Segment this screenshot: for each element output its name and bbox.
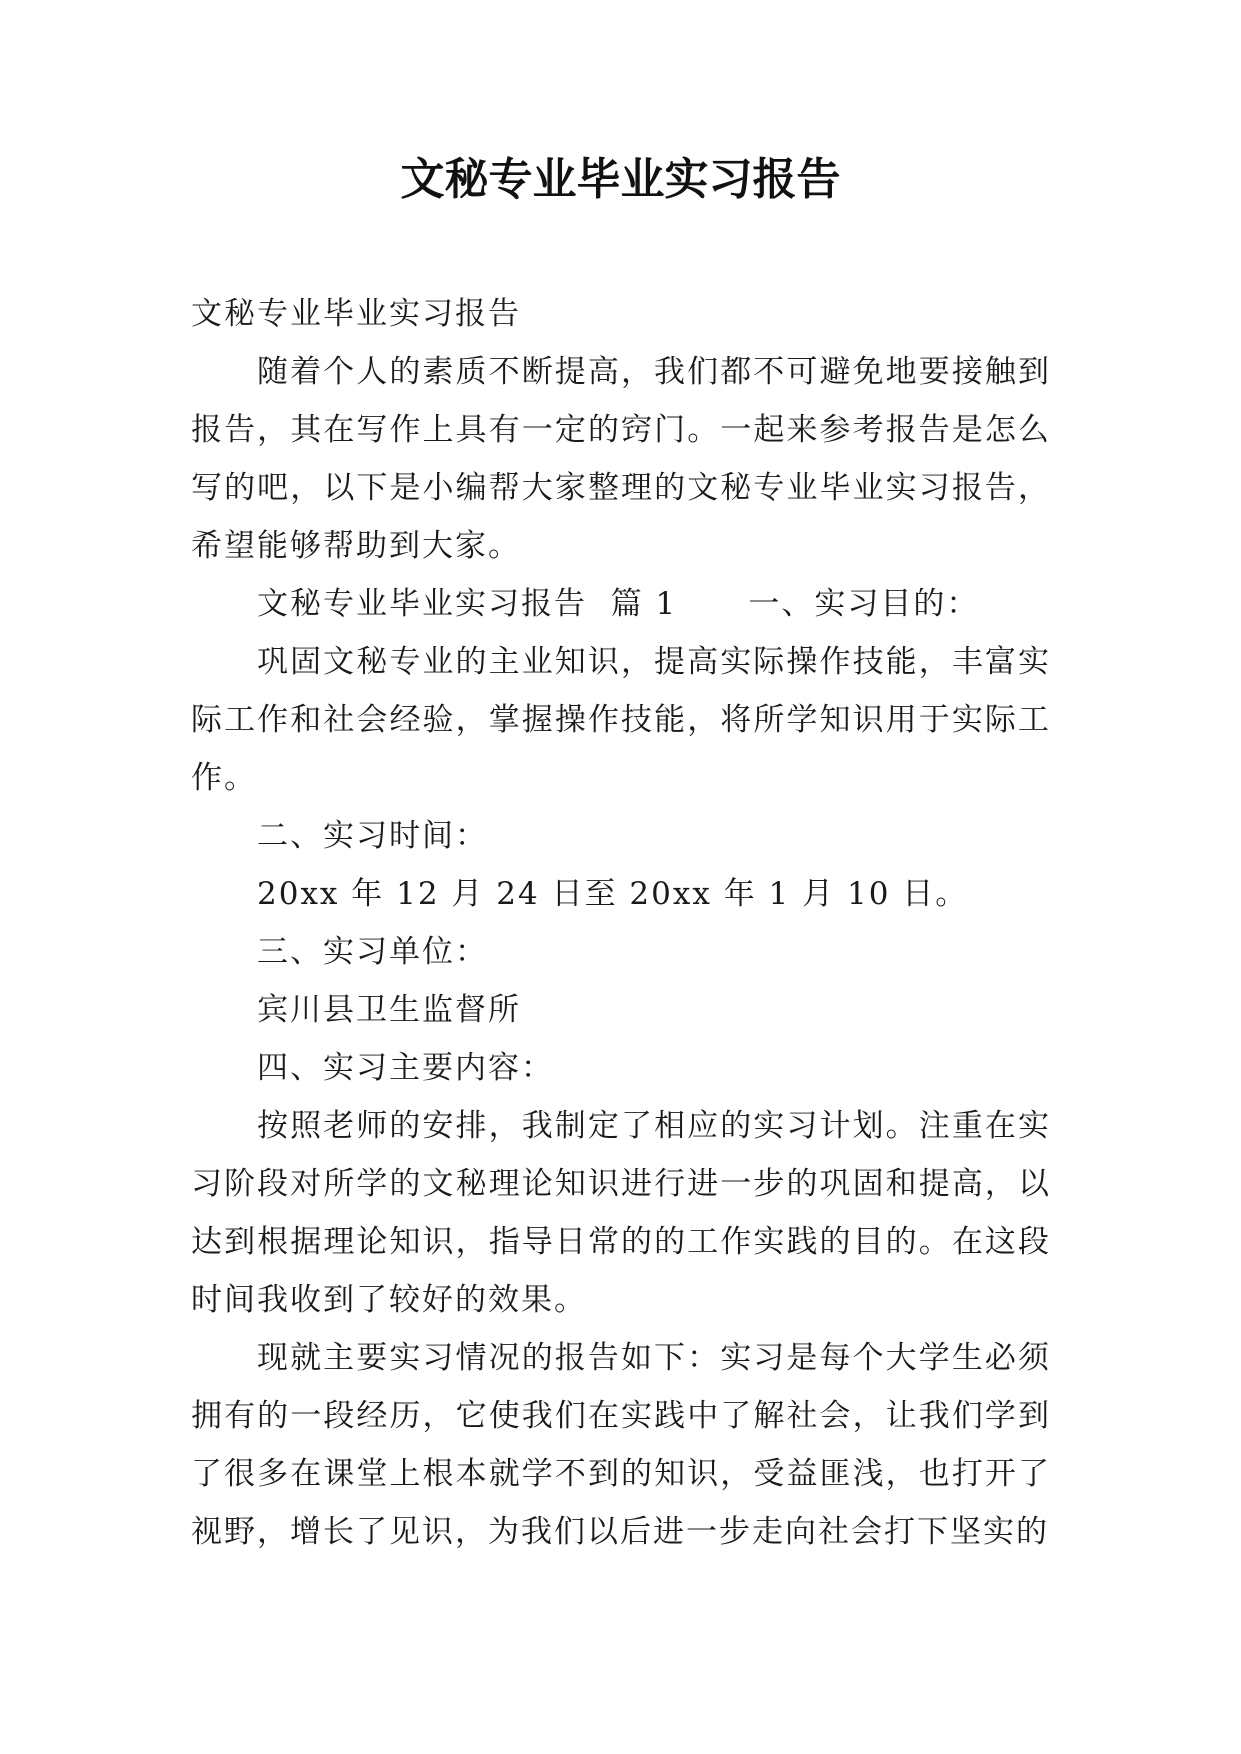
subtitle-paragraph: 文秘专业毕业实习报告 (191, 296, 521, 332)
intro-paragraph: 随着个人的素质不断提高，我们都不可避免地要接触到报告，其在写作上具有一定的窍门。一起来参考报告是怎么写的吧，以下是小编帮大家整理的文秘专业毕业实习报告，希望能够帮助到大家。 (191, 354, 1051, 564)
content-paragraph: 按照老师的安排，我制定了相应的实习计划。注重在实习阶段对所学的文秘理论知识进行进一步的巩固和提高，以达到根据理论知识，指导日常的的工作实践的目的。在这段时间我收到了较好的效果。 (191, 1108, 1051, 1318)
purpose-paragraph: 巩固文秘专业的主业知识，提高实际操作技能，丰富实际工作和社会经验，掌握操作技能，将所学知识用于实际工作。 (191, 644, 1051, 796)
report-paragraph: 现就主要实习情况的报告如下：实习是每个大学生必须拥有的一段经历，它使我们在实践中了解社会，让我们学到了很多在课堂上根本就学不到的知识，受益匪浅，也打开了视野，增长了见识，为我们以后进一步走向社会打下坚实的 (191, 1340, 1051, 1550)
time-paragraph: 20xx 年 12 月 24 日至 20xx 年 1 月 10 日。 (257, 876, 969, 912)
unit-paragraph: 宾川县卫生监督所 (257, 992, 521, 1028)
section-heading-time: 二、实习时间： (257, 818, 488, 854)
document-body (191, 285, 1051, 1561)
document-title: 文秘专业毕业实习报告 (400, 154, 841, 205)
section-heading-content: 四、实习主要内容： (257, 1050, 554, 1086)
section-heading-unit: 三、实习单位： (257, 934, 488, 970)
section-heading-purpose: 文秘专业毕业实习报告 篇 1 一、实习目的： (257, 586, 980, 622)
